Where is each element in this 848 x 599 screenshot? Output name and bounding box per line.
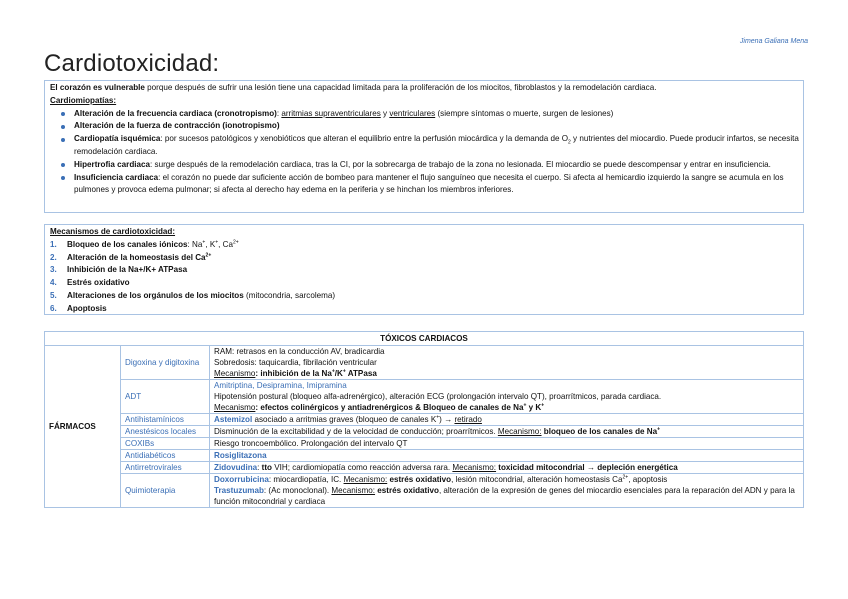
item-underlined: arritmias supraventriculares [281,108,381,118]
effect-line [214,485,799,507]
item-bold: Inhibición de la Na+/K+ ATPasa [67,265,188,275]
item-bold: Alteración de la homeostasis del Ca [67,252,206,262]
item-bold: Hipertrofia cardiaca [74,159,151,169]
mechanism-text: /K [334,369,343,378]
item-text: : surge después de la remodelación cardiaca, tras la CI, por la sobrecarga de trabajo de la zona no lesionada. El miocardio se puede descompensar y entrar en insuficiencia. [150,159,771,169]
mechanism-text: estrés oxidativo [375,486,439,495]
author-name: Jimena Galiana Mena [739,38,808,45]
cardiomyopathies-list [50,108,799,198]
superscript: + [215,239,219,246]
drug-cell: Anestésicos locales [121,426,210,438]
list-item [50,133,799,159]
list-item [50,120,799,133]
effect-text: asociado a arritmias graves (bloqueo de canales K [252,415,437,424]
intro-rest: porque después de sufrir una lesión tiene una capacidad limitada para la proliferación de los miocitos, fibroblastos y la remodelación cardiaca. [144,83,657,92]
effect-underlined: retirado [454,415,482,424]
mechanism-line [214,368,799,379]
intro-bold: El corazón es vulnerable [50,83,145,92]
drug-cell: Antirretrovirales [121,462,210,474]
mechanism-label: Mecanismo [214,369,256,378]
drug-name: Trastuzumab [214,486,264,495]
effect-line: Sobredosis: taquicardia, fibrilación ventricular [214,358,377,367]
effect-cell [210,426,804,438]
category-cell: FÁRMACOS [45,346,121,508]
effect-cell [210,474,804,508]
effect-cell [210,346,804,380]
item-number: 5. [50,290,57,300]
arrow-icon: → [586,463,595,472]
item-text: , K [205,239,216,249]
table-row [45,462,804,474]
mechanism-text: toxicidad mitocondrial [496,463,587,472]
superscript: + [342,368,346,375]
effect-cell [210,462,804,474]
item-bold: Estrés oxidativo [67,278,130,288]
item-number: 1. [50,239,57,249]
toxics-table [44,331,804,508]
drug-name: Doxorrubicina [214,475,269,484]
superscript: 2+ [205,251,212,258]
subscript: 2 [568,139,571,146]
effect-text: : [257,463,262,472]
table-row [45,414,804,426]
mechanism-text: : inhibición de la Na [255,369,332,378]
item-bold: Insuficiencia cardiaca [74,172,159,182]
effect-text: ) [439,415,445,424]
table-row [45,426,804,438]
item-text: : el corazón no puede dar suficiente acción de bombeo para mantener el flujo sanguíneo que necesita el cuerpo. Si afecta al hemicardio izquierdo la sangre se acumula en los pulmones y provoca edema pulmonar; si afecta al derecho hay edema en la periferia y se hinchan los miembros inferiores. [74,172,784,195]
drug-cell: Quimioterapia [121,474,210,508]
superscript: + [657,426,661,433]
superscript: + [202,239,206,246]
list-item [50,264,799,277]
mechanisms-heading: Mecanismos de cardiotoxicidad: [50,227,176,236]
item-text: : por sucesos patológicos y xenobióticos que alteran el equilibrio entre la perfusión miocárdica y la demanda de O [160,134,568,144]
item-bold: Cardiopatía isquémica [74,134,161,144]
list-item [50,252,799,265]
effect-cell [210,380,804,414]
table-row [45,450,804,462]
superscript: + [331,368,335,375]
item-bold: Alteración de la frecuencia cardiaca (cronotropismo) [74,108,277,118]
effect-text: Disminución de la excitabilidad y de la velocidad de conducción; proarrítmicos. [214,427,498,436]
mechanisms-list [50,239,799,316]
effect-text: , alteración de la expresión de genes del miocardio esenciales para la reparación del ADN y para la función mitocondrial y cardiaca [214,486,795,506]
item-mid: y [380,108,390,118]
page-title: Cardiotoxicidad: [44,50,220,77]
arrow-icon: → [444,415,453,424]
effect-line: RAM: retrasos en la conducción AV, bradicardia [214,347,385,356]
list-item [50,290,799,303]
drug-cell: Digoxina y digitoxina [121,346,210,380]
item-text: : Na [187,239,203,249]
mechanism-text: y K [526,403,542,412]
table-row [45,380,804,414]
effect-text: : (Ac monoclonal). [263,486,332,495]
superscript: + [436,414,440,421]
mechanism-label: Mecanismo [214,403,256,412]
drug-cell: COXIBs [121,438,210,450]
effect-text: VIH; cardiomiopatía como reacción adversa rara. [272,463,453,472]
drug-cell: Antihistamínicos [121,414,210,426]
effect-cell: Riesgo troncoembólico. Prolongación del intervalo QT [210,438,804,450]
mechanism-label: Mecanismo: [452,463,497,472]
drug-name: Zidovudina [214,463,258,472]
list-item [50,172,799,198]
list-item [50,108,799,121]
mechanism-line [214,402,799,413]
table-row [45,474,804,508]
item-bold: Apoptosis [67,303,107,313]
effect-bold: tto [261,463,273,472]
cardiomyopathy-section [44,80,804,213]
list-item [50,239,799,252]
mechanism-text: : efectos colinérgicos y antiadrenérgicos & Bloqueo de canales de Na [255,403,524,412]
drug-name: Astemizol [214,415,253,424]
item-text: (siempre síntomas o muerte, surgen de lesiones) [435,108,614,118]
item-number: 3. [50,265,57,275]
item-underlined: ventriculares [389,108,436,118]
item-number: 6. [50,303,57,313]
effect-cell [210,414,804,426]
item-bold: Bloqueo de los canales iónicos [67,239,188,249]
item-number: 2. [50,252,57,262]
item-bold: Alteración de la fuerza de contracción (ionotropismo) [74,121,280,131]
mechanism-text: depleción energética [594,463,678,472]
superscript: 2+ [233,239,239,246]
superscript: + [541,402,545,409]
item-number: 4. [50,278,57,288]
drug-cell: ADT [121,380,210,414]
effect-text: : miocardiopatía, IC. [268,475,344,484]
intro-paragraph [50,82,799,95]
mechanism-text: estrés oxidativo [387,475,452,484]
list-item [50,277,799,290]
effect-cell: Rosiglitazona [210,450,804,462]
list-item [50,159,799,172]
effect-line [214,474,799,485]
item-text: y nutrientes del miocardio. Puede producir infartos, se necesita remodelación cardiaca. [74,134,799,156]
cardiomyopathies-heading: Cardiomiopatías: [50,95,117,105]
mechanism-text: ATPasa [345,369,377,378]
superscript: 2+ [622,474,629,481]
mechanism-label: Mecanismo: [331,486,376,495]
drug-cell: Antidiabéticos [121,450,210,462]
superscript: + [523,402,527,409]
table-row [45,438,804,450]
effect-text: , lesión mitocondrial, alteración homeostasis Ca [451,475,623,484]
table-row [45,346,804,380]
effect-line: Hipotensión postural (bloqueo alfa-adrenérgico), alteración ECG (prolongación intervalo QT), proarrítmicos, parada cardiaca. [214,392,662,401]
mechanisms-section [44,224,804,315]
item-sep: : [276,108,282,118]
mechanism-label: Mecanismo: [343,475,388,484]
item-text: (mitocondria, sarcolema) [243,290,336,300]
list-item [50,303,799,316]
drug-names: Amitriptina, Desipramina, Imipramina [214,381,347,390]
mechanism-text: bloqueo de los canales de Na [541,427,658,436]
item-bold: Alteraciones de los orgánulos de los miocitos [67,290,244,300]
table-header: TÓXICOS CARDIACOS [45,332,804,346]
mechanism-label: Mecanismo: [497,427,542,436]
item-text: , Ca [218,239,234,249]
effect-text: , apoptosis [628,475,668,484]
